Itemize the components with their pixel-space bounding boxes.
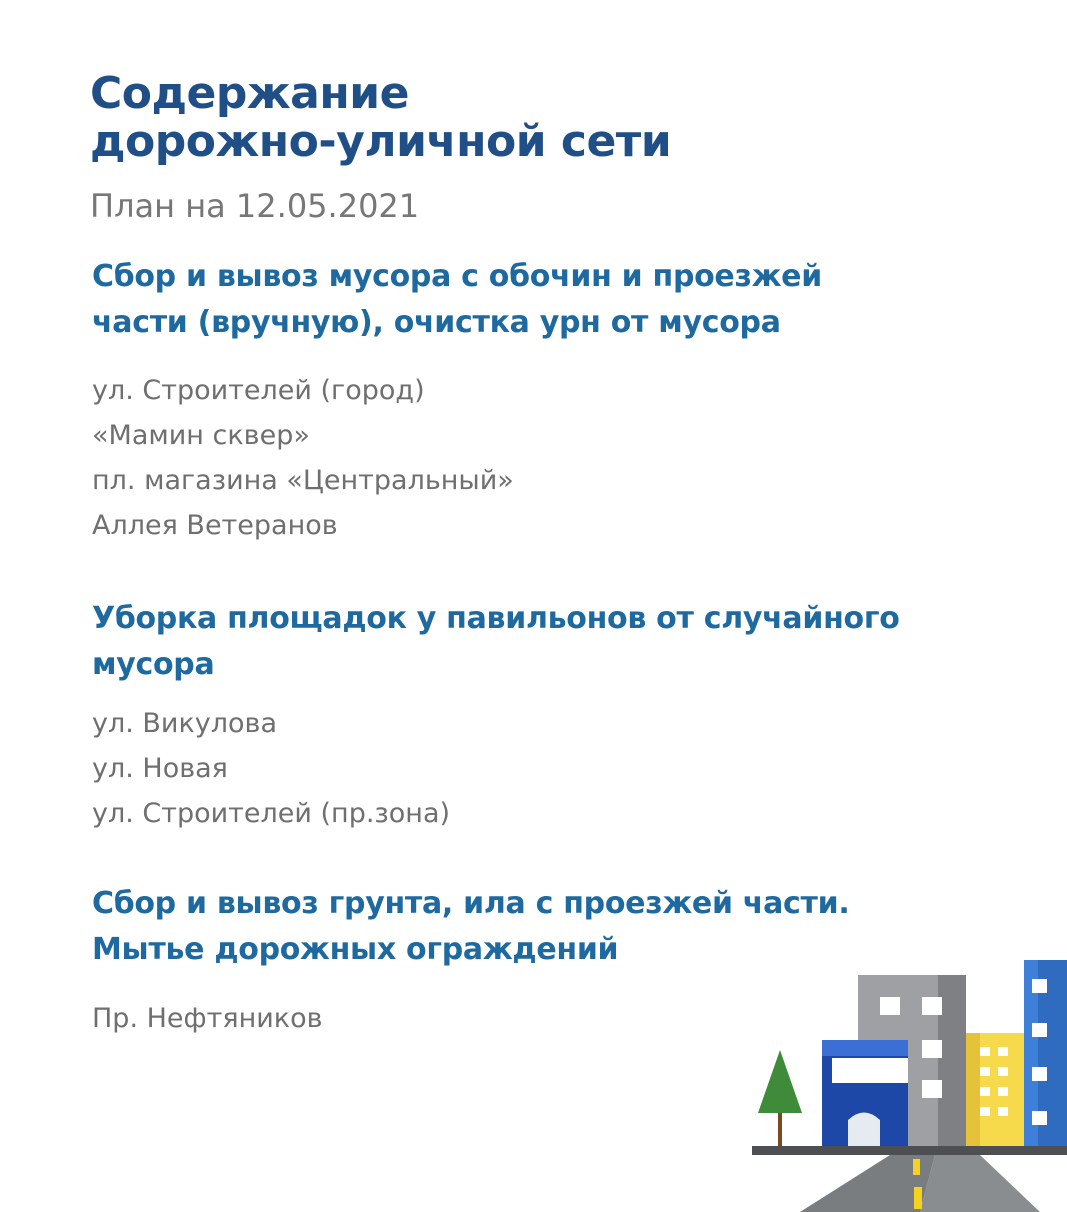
section-heading-line: Мытье дорожных ограждений <box>92 932 619 967</box>
location-item: ул. Новая <box>92 753 228 784</box>
page-title-line-2: дорожно-уличной сети <box>90 116 672 167</box>
location-item: Пр. Нефтяников <box>92 1003 323 1034</box>
location-item: ул. Строителей (пр.зона) <box>92 798 451 829</box>
location-item: пл. магазина «Центральный» <box>92 465 514 496</box>
section-heading-soil <box>92 881 849 973</box>
section-heading-line: Уборка площадок у павильонов от случайного <box>92 601 900 636</box>
plan-date-subtitle: План на 12.05.2021 <box>90 187 420 225</box>
location-item: ул. Викулова <box>92 708 277 739</box>
page-title-line-1: Содержание <box>90 68 409 119</box>
section-heading-line: Сбор и вывоз грунта, ила с проезжей части. <box>92 886 850 921</box>
location-item: «Мамин сквер» <box>92 420 310 451</box>
page-title <box>90 70 671 166</box>
location-list-soil <box>92 996 323 1041</box>
section-heading-line: мусора <box>92 647 215 682</box>
location-list-litter <box>92 368 514 548</box>
location-item: Аллея Ветеранов <box>92 510 338 541</box>
section-heading-litter <box>92 254 822 346</box>
city-street-icon <box>740 955 1067 1212</box>
location-item: ул. Строителей (город) <box>92 375 425 406</box>
section-heading-pavilions <box>92 596 900 688</box>
section-heading-line: части (вручную), очистка урн от мусора <box>92 305 781 340</box>
section-heading-line: Сбор и вывоз мусора с обочин и проезжей <box>92 259 822 294</box>
location-list-pavilions <box>92 701 450 836</box>
